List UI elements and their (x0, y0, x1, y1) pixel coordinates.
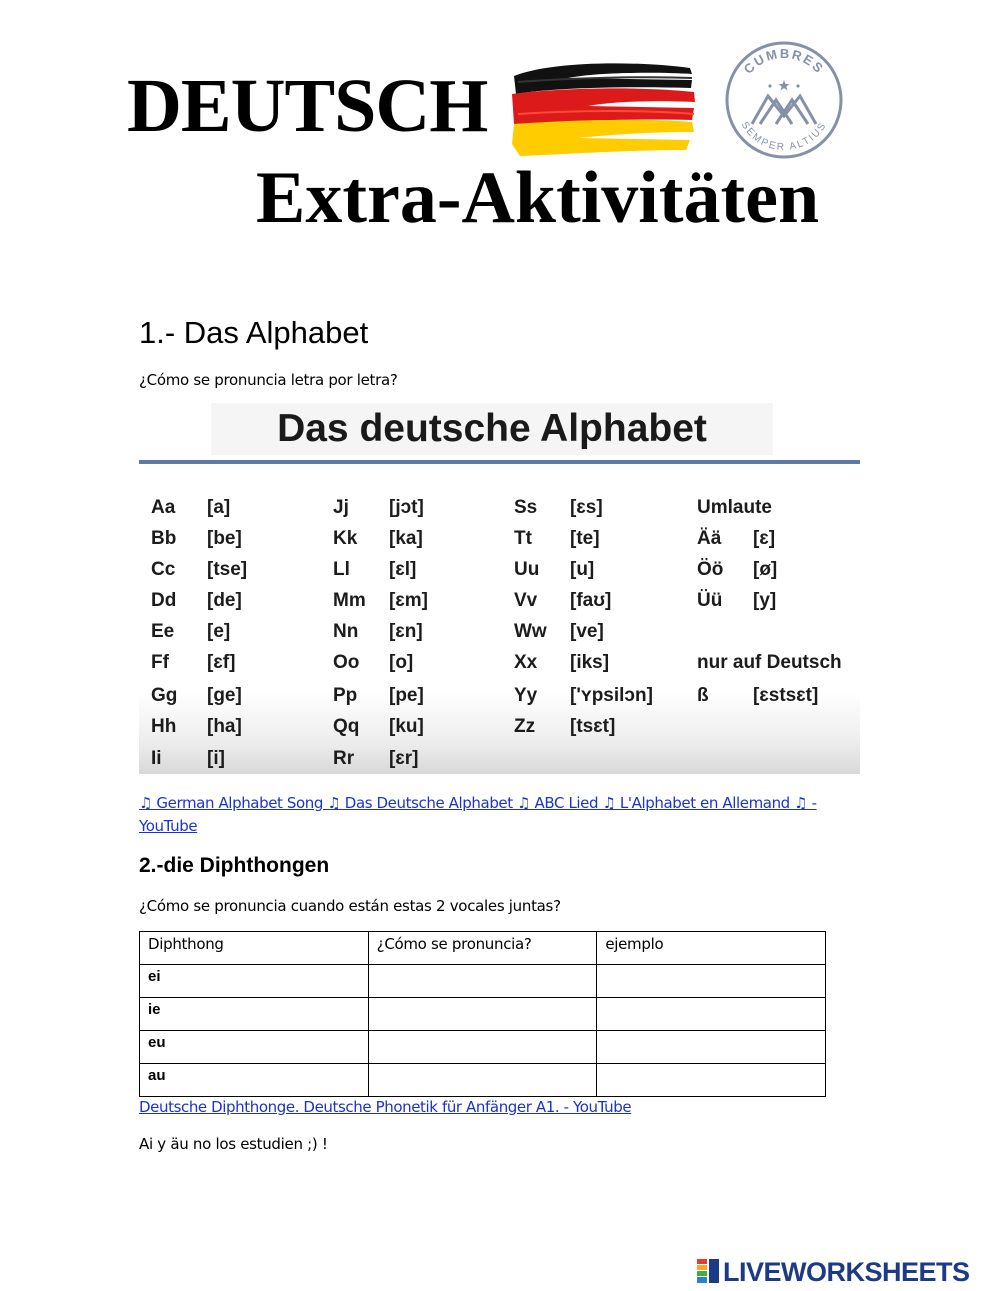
pronunciation: [ɛ] (753, 528, 776, 549)
pronunciation: [ve] (570, 621, 604, 642)
pronunciation: [iks] (570, 652, 610, 673)
pronunciation: [o] (389, 652, 414, 673)
pronunciation: [ɛn] (389, 621, 423, 642)
liveworksheets-wordmark: LIVEWORKSHEETS (723, 1257, 970, 1287)
cumbres-school-logo (718, 40, 850, 160)
letter: Aa (151, 497, 176, 518)
pronunciation: [ø] (753, 559, 778, 580)
diphthong-cell: ie (140, 998, 369, 1031)
pronunciation: [ɛl] (389, 559, 417, 580)
section-2-question: ¿Cómo se pronuncia cuando están estas 2 vocales juntas? (139, 897, 561, 915)
letter: Xx (514, 652, 538, 673)
pronunciation: [y] (753, 590, 777, 611)
alphabet-chart-title: Das deutsche Alphabet (277, 407, 707, 450)
letter: Pp (333, 685, 358, 706)
letter: Nn (333, 621, 359, 642)
pronunciation: [jɔt] (389, 497, 424, 518)
example-answer-cell[interactable] (597, 965, 826, 998)
logo-top-text: CUMBRES (740, 45, 828, 77)
pronunciation: [ɛf] (207, 652, 236, 673)
alphabet-chart (139, 403, 860, 774)
pronunciation: [u] (570, 559, 595, 580)
letter: Qq (333, 716, 360, 737)
letter: Uu (514, 559, 540, 580)
section-2-note: Ai y äu no los estudien ;) ! (139, 1135, 328, 1153)
alphabet-divider (139, 460, 860, 464)
page-subtitle: Extra-Aktivitäten (256, 157, 820, 239)
diphthong-video-link[interactable]: Deutsche Diphthonge. Deutsche Phonetik für Anfänger A1. - YouTube (139, 1098, 632, 1116)
letter: Ää (697, 528, 722, 549)
table-row (140, 1064, 826, 1097)
table-row (140, 998, 826, 1031)
letter: Hh (151, 716, 177, 737)
pronunciation: [de] (207, 590, 242, 611)
section-2-heading: 2.-die Diphthongen (139, 854, 330, 877)
pronunciation: [ku] (389, 716, 424, 737)
example-answer-cell[interactable] (597, 1031, 826, 1064)
example-answer-cell[interactable] (597, 1064, 826, 1097)
pronunciation-answer-cell[interactable] (368, 998, 597, 1031)
letter: Zz (514, 716, 536, 737)
pronunciation: [ɛr] (389, 748, 419, 769)
letter: Bb (151, 528, 177, 549)
letter: Ee (151, 621, 175, 642)
table-header-row (140, 932, 826, 965)
pronunciation: [ge] (207, 685, 242, 706)
letter: Oo (333, 652, 360, 673)
logo-bottom-text: SEMPER ALTIUS (738, 119, 830, 154)
pronunciation: [be] (207, 528, 242, 549)
letter: Üü (697, 590, 723, 611)
pronunciation: [faʊ] (570, 590, 612, 611)
letter: Gg (151, 685, 178, 706)
pronunciation: [ɛm] (389, 590, 428, 611)
letter: Ll (333, 559, 350, 580)
letter: Yy (514, 685, 538, 706)
pronunciation-answer-cell[interactable] (368, 1064, 597, 1097)
liveworksheets-logo-icon (697, 1259, 719, 1283)
pronunciation-answer-cell[interactable] (368, 1031, 597, 1064)
letter: ß (697, 685, 709, 706)
diphthong-cell: eu (140, 1031, 369, 1064)
pronunciation: [ka] (389, 528, 423, 549)
letter: Öö (697, 559, 724, 580)
pronunciation: [pe] (389, 685, 424, 706)
alphabet-song-link[interactable]: ♫ German Alphabet Song ♫ Das Deutsche Alphabet ♫ ABC Lied ♫ L'Alphabet en Allemand ♫ - YouTube (139, 794, 817, 835)
diphthong-table (139, 931, 826, 1097)
nur-auf-deutsch-label: nur auf Deutsch (697, 652, 842, 673)
letter: Tt (514, 528, 532, 549)
letter: Jj (333, 497, 349, 518)
pronunciation: [ha] (207, 716, 242, 737)
pronunciation: [te] (570, 528, 600, 549)
letter: Ff (151, 652, 169, 673)
letter: Dd (151, 590, 177, 611)
table-row (140, 965, 826, 998)
column-header: ejemplo (597, 932, 826, 965)
page-title: DEUTSCH (127, 64, 488, 148)
table-row (140, 1031, 826, 1064)
alphabet-song-link-container (139, 792, 839, 838)
diphthong-cell: ei (140, 965, 369, 998)
section-1-question: ¿Cómo se pronuncia letra por letra? (139, 371, 398, 389)
letter: Kk (333, 528, 358, 549)
letter: Ww (514, 621, 547, 642)
pronunciation: ['ʏpsilɔn] (570, 685, 653, 706)
umlaute-label: Umlaute (697, 497, 772, 518)
example-answer-cell[interactable] (597, 998, 826, 1031)
pronunciation: [tsɛt] (570, 716, 616, 737)
pronunciation: [e] (207, 621, 231, 642)
letter: Rr (333, 748, 355, 769)
pronunciation-answer-cell[interactable] (368, 965, 597, 998)
letter: Ss (514, 497, 538, 518)
column-header: ¿Cómo se pronuncia? (368, 932, 597, 965)
diphthong-video-link-container (139, 1098, 631, 1116)
section-1-heading: 1.- Das Alphabet (139, 315, 369, 350)
diphthong-cell: au (140, 1064, 369, 1097)
pronunciation: [ɛstsɛt] (753, 685, 819, 706)
pronunciation: [i] (207, 748, 225, 769)
letter: Vv (514, 590, 538, 611)
letter: Mm (333, 590, 366, 611)
pronunciation: [tse] (207, 559, 248, 580)
pronunciation: [ɛs] (570, 497, 603, 518)
letter: Cc (151, 559, 176, 580)
letter: Ii (151, 748, 162, 769)
german-flag-brush-image (508, 58, 698, 156)
pronunciation: [a] (207, 497, 231, 518)
column-header: Diphthong (140, 932, 369, 965)
